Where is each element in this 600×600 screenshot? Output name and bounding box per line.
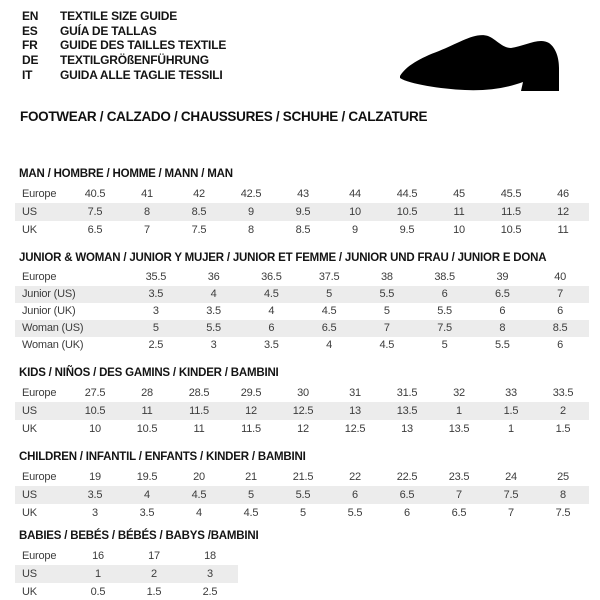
size-section	[15, 367, 600, 438]
size-cell: 0.5	[90, 585, 106, 598]
size-cell: 38.5	[434, 271, 455, 284]
size-cell: 7	[433, 486, 485, 504]
size-cell: 6	[243, 320, 301, 337]
size-cell: 4.5	[243, 286, 301, 303]
size-section	[15, 252, 600, 354]
language-code: DE	[22, 53, 39, 68]
size-cell: 10.5	[69, 402, 121, 420]
size-cell: 40	[554, 271, 567, 284]
size-cell: 10.5	[381, 203, 433, 221]
size-cell: 5	[300, 506, 306, 519]
shoe-icon	[393, 20, 575, 102]
size-cell: 4.5	[379, 339, 395, 352]
table-row	[15, 286, 589, 303]
size-cell: 5.5	[495, 339, 510, 352]
size-table	[15, 468, 589, 522]
size-cell: 11	[193, 422, 205, 435]
size-cell: 8.5	[295, 223, 311, 236]
size-cell: 27.5	[84, 386, 106, 399]
section-title: CHILDREN / INFANTIL / ENFANTS / KINDER / BAMBINI	[19, 450, 306, 463]
section-title: MAN / HOMBRE / HOMME / MANN / MAN	[19, 167, 233, 180]
size-cell: 12	[297, 422, 309, 435]
language-label: TEXTILE SIZE GUIDE	[60, 9, 178, 24]
row-label: Woman (US)	[15, 320, 127, 337]
row-label: Junior (UK)	[22, 305, 76, 318]
section-title: BABIES / BEBÉS / BÉBÉS / BABYS /BAMBINI	[19, 529, 259, 542]
size-table	[15, 384, 589, 438]
size-cell: 6	[557, 305, 564, 318]
table-row	[15, 384, 589, 402]
size-cell: 5.5	[437, 305, 452, 318]
size-cell: 16	[92, 549, 104, 562]
size-cell: 13.5	[448, 422, 470, 435]
language-code: ES	[22, 23, 38, 38]
size-cell: 3	[152, 305, 159, 318]
row-label: Europe	[22, 271, 57, 284]
size-cell: 7.5	[191, 223, 207, 236]
size-cell: 8.5	[531, 320, 589, 337]
size-cell: 11.5	[241, 422, 261, 435]
size-cell: 11.5	[485, 203, 537, 221]
size-cell: 38	[380, 271, 393, 284]
language-label: GUÍA DE TALLAS	[60, 23, 157, 38]
size-cell: 4	[196, 506, 202, 519]
size-cell: 1	[508, 422, 514, 435]
size-cell: 20	[193, 470, 205, 483]
size-cell: 45.5	[500, 187, 522, 200]
size-cell: 32	[453, 386, 465, 399]
size-tables	[15, 168, 600, 600]
row-label: US	[15, 203, 69, 221]
size-cell: 44	[349, 187, 361, 200]
size-cell: 30	[297, 386, 309, 399]
size-cell: 13	[329, 402, 381, 420]
size-cell: 18	[204, 549, 216, 562]
size-cell: 11	[121, 402, 173, 420]
size-cell: 21.5	[292, 470, 314, 483]
size-cell: 6	[404, 506, 410, 519]
table-row	[15, 303, 589, 320]
size-cell: 13	[401, 422, 413, 435]
size-cell: 43	[297, 187, 309, 200]
row-label: Europe	[22, 386, 57, 399]
size-cell: 7.5	[555, 506, 571, 519]
language-label: TEXTILGRÖßENFÜHRUNG	[60, 53, 209, 68]
size-cell: 42	[193, 187, 205, 200]
size-cell: 8	[474, 320, 532, 337]
row-label: Europe	[22, 187, 57, 200]
size-cell: 5.5	[358, 286, 416, 303]
size-cell: 9.5	[277, 203, 329, 221]
size-cell: 5.5	[347, 506, 363, 519]
row-label: UK	[22, 506, 37, 519]
size-cell: 6	[557, 339, 564, 352]
size-cell: 12.5	[344, 422, 366, 435]
size-cell: 2.5	[148, 339, 164, 352]
size-table	[15, 185, 589, 239]
size-cell: 4.5	[173, 486, 225, 504]
size-cell: 13.5	[381, 402, 433, 420]
table-row	[15, 547, 238, 565]
size-cell: 7.5	[416, 320, 474, 337]
size-cell: 7	[508, 506, 514, 519]
size-cell: 6.5	[451, 506, 467, 519]
size-cell: 7	[358, 320, 416, 337]
size-cell: 5.5	[277, 486, 329, 504]
size-cell: 12	[225, 402, 277, 420]
size-cell: 4.5	[321, 305, 337, 318]
size-cell: 39	[496, 271, 509, 284]
size-cell: 22.5	[396, 470, 418, 483]
size-cell: 41	[141, 187, 153, 200]
size-cell: 10	[453, 223, 465, 236]
size-cell: 21	[245, 470, 257, 483]
size-cell: 10.5	[500, 223, 522, 236]
size-table	[15, 269, 589, 354]
size-cell: 33	[505, 386, 517, 399]
size-cell: 23.5	[448, 470, 470, 483]
size-cell: 1.5	[485, 402, 537, 420]
language-label: GUIDE DES TAILLES TEXTILE	[60, 38, 227, 53]
size-cell: 2	[126, 565, 182, 583]
size-cell: 8.5	[173, 203, 225, 221]
size-cell: 28	[141, 386, 153, 399]
size-cell: 10	[89, 422, 101, 435]
section-title: JUNIOR & WOMAN / JUNIOR Y MUJER / JUNIOR ET FEMME / JUNIOR UND FRAU / JUNIOR E DONA	[19, 251, 547, 264]
size-cell: 19.5	[136, 470, 158, 483]
size-cell: 11.5	[173, 402, 225, 420]
size-cell: 10.5	[136, 422, 158, 435]
row-label: Europe	[22, 549, 57, 562]
size-cell: 5	[383, 305, 390, 318]
table-row	[15, 504, 589, 522]
table-row	[15, 185, 589, 203]
size-cell: 28.5	[188, 386, 210, 399]
size-cell: 3.5	[264, 339, 279, 352]
size-cell: 6.5	[381, 486, 433, 504]
size-cell: 6	[499, 305, 506, 318]
size-cell: 4	[121, 486, 173, 504]
size-cell: 3	[182, 565, 238, 583]
size-cell: 3	[210, 339, 217, 352]
size-cell: 4	[268, 305, 275, 318]
size-table	[15, 547, 238, 600]
table-row	[15, 320, 589, 337]
size-cell: 36	[207, 271, 220, 284]
size-cell: 3.5	[127, 286, 185, 303]
row-label: UK	[22, 223, 37, 236]
size-cell: 4	[185, 286, 243, 303]
size-cell: 9	[225, 203, 277, 221]
size-cell: 19	[89, 470, 101, 483]
table-row	[15, 402, 589, 420]
size-cell: 7.5	[485, 486, 537, 504]
size-section	[15, 168, 600, 239]
table-row	[15, 420, 589, 438]
size-cell: 8	[248, 223, 254, 236]
size-cell: 6.5	[300, 320, 358, 337]
size-cell: 5	[225, 486, 277, 504]
size-cell: 31	[349, 386, 361, 399]
size-cell: 25	[557, 470, 569, 483]
table-row	[15, 486, 589, 504]
size-cell: 2.5	[202, 585, 218, 598]
table-row	[15, 269, 589, 286]
language-label: GUIDA ALLE TAGLIE TESSILI	[60, 67, 223, 82]
row-label: US	[15, 486, 69, 504]
size-cell: 46	[557, 187, 569, 200]
size-cell: 17	[148, 549, 160, 562]
size-cell: 5	[127, 320, 185, 337]
table-row	[15, 203, 589, 221]
language-code: EN	[22, 9, 39, 24]
row-label: US	[15, 402, 69, 420]
size-cell: 9.5	[399, 223, 415, 236]
size-cell: 45	[453, 187, 465, 200]
size-cell: 40.5	[84, 187, 106, 200]
size-cell: 22	[349, 470, 361, 483]
size-cell: 5	[300, 286, 358, 303]
size-cell: 3.5	[139, 506, 155, 519]
size-cell: 36.5	[261, 271, 282, 284]
size-cell: 3.5	[206, 305, 221, 318]
table-row	[15, 337, 589, 354]
size-cell: 5.5	[185, 320, 243, 337]
size-cell: 11	[433, 203, 485, 221]
size-cell: 4.5	[243, 506, 259, 519]
size-cell: 7.5	[69, 203, 121, 221]
size-cell: 8	[121, 203, 173, 221]
category-title: FOOTWEAR / CALZADO / CHAUSSURES / SCHUHE / CALZATURE	[20, 108, 428, 124]
row-label: Woman (UK)	[22, 339, 84, 352]
size-cell: 1	[433, 402, 485, 420]
size-cell: 29.5	[240, 386, 262, 399]
size-cell: 9	[352, 223, 358, 236]
table-row	[15, 468, 589, 486]
table-row	[15, 565, 238, 583]
size-cell: 35.5	[145, 271, 167, 284]
table-row	[15, 583, 238, 600]
size-cell: 7	[531, 286, 589, 303]
row-label: UK	[22, 422, 37, 435]
size-cell: 42.5	[240, 187, 262, 200]
row-label: Europe	[22, 470, 57, 483]
size-cell: 8	[537, 486, 589, 504]
size-cell: 44.5	[396, 187, 418, 200]
row-label: Junior (US)	[15, 286, 127, 303]
size-cell: 6	[329, 486, 381, 504]
row-label: US	[15, 565, 70, 583]
size-cell: 24	[505, 470, 517, 483]
size-cell: 37.5	[318, 271, 340, 284]
size-cell: 5	[441, 339, 448, 352]
size-cell: 31.5	[396, 386, 418, 399]
language-code: IT	[22, 67, 33, 82]
size-cell: 2	[537, 402, 589, 420]
size-cell: 3.5	[69, 486, 121, 504]
size-cell: 6	[416, 286, 474, 303]
size-cell: 6.5	[87, 223, 103, 236]
size-cell: 1.5	[146, 585, 162, 598]
size-cell: 7	[144, 223, 150, 236]
size-cell: 11	[557, 223, 569, 236]
size-cell: 4	[326, 339, 333, 352]
table-row	[15, 221, 589, 239]
size-cell: 6.5	[474, 286, 532, 303]
section-title: KIDS / NIÑOS / DES GAMINS / KINDER / BAMBINI	[19, 366, 279, 379]
size-cell: 10	[329, 203, 381, 221]
size-cell: 3	[92, 506, 98, 519]
language-code: FR	[22, 38, 38, 53]
size-section	[15, 530, 600, 600]
size-section	[15, 451, 600, 522]
size-cell: 1.5	[555, 422, 571, 435]
row-label: UK	[22, 585, 37, 598]
size-cell: 1	[70, 565, 126, 583]
size-cell: 12.5	[277, 402, 329, 420]
size-cell: 12	[537, 203, 589, 221]
size-cell: 33.5	[552, 386, 574, 399]
